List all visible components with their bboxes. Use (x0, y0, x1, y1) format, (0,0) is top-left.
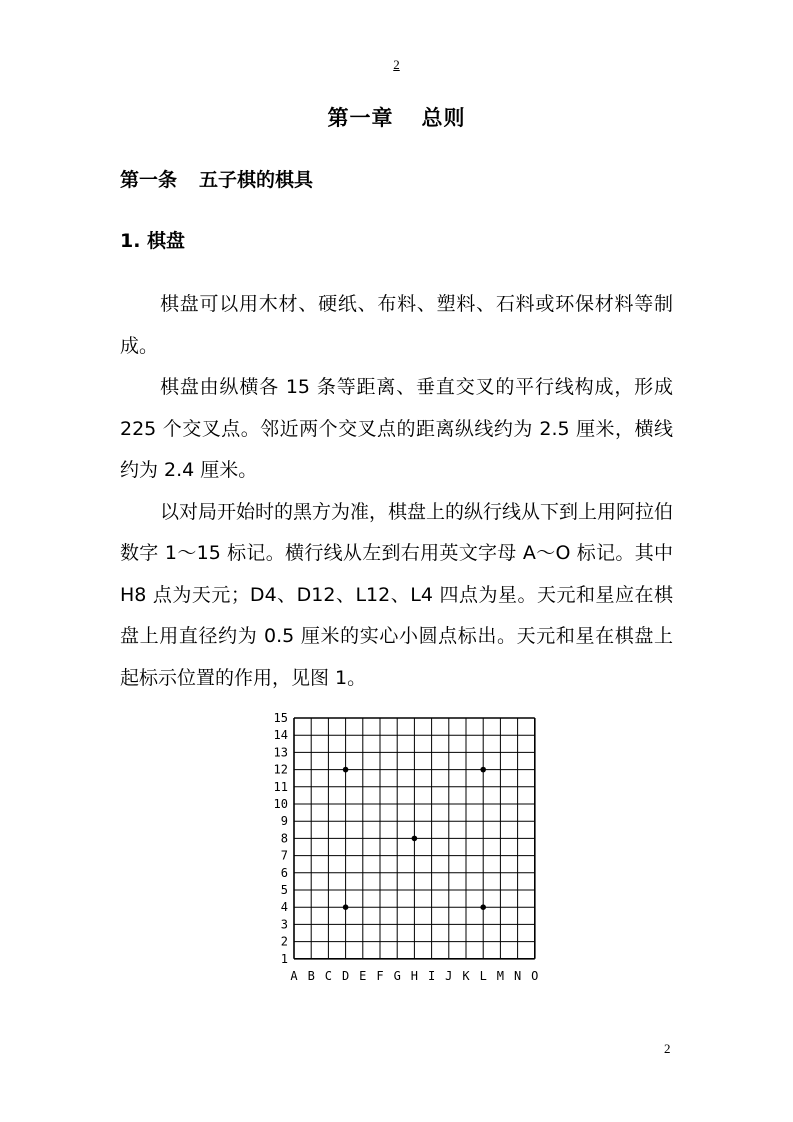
column-label: E (359, 968, 367, 983)
column-label: G (393, 968, 401, 983)
row-label: 10 (273, 797, 288, 811)
star-point (343, 767, 349, 773)
column-label: O (531, 968, 539, 983)
board-diagram (262, 708, 539, 988)
tengen-point (412, 836, 418, 842)
column-label: J (445, 968, 453, 983)
column-label: C (324, 968, 333, 983)
row-label: 6 (280, 865, 288, 880)
page-number-bottom: 2 (664, 1041, 671, 1056)
section-title: 1. 棋盘 (120, 230, 186, 252)
star-point (480, 767, 486, 773)
row-label: 11 (273, 779, 288, 794)
body-text (120, 284, 673, 699)
row-label: 15 (273, 711, 288, 725)
row-label: 3 (280, 917, 288, 932)
column-label: H (410, 968, 419, 983)
row-label: 13 (273, 745, 288, 760)
row-label: 4 (280, 900, 288, 915)
column-label: L (479, 968, 487, 983)
chapter-name: 总则 (421, 106, 466, 130)
chapter-title (0, 102, 793, 132)
article-number: 第一条 (120, 169, 178, 191)
row-label: 7 (280, 848, 288, 863)
row-label: 8 (280, 831, 288, 846)
paragraph: 棋盘由纵横各 15 条等距离、垂直交叉的平行线构成，形成 225 个交叉点。邻近两个交叉点的距离纵线约为 2.5 厘米，横线约为 2.4 厘米。 (120, 376, 673, 481)
column-label: F (376, 968, 384, 983)
column-label: A (290, 968, 298, 983)
row-label: 9 (280, 814, 288, 829)
paragraph: 棋盘可以用木材、硬纸、布料、塑料、石料或环保材料等制成。 (120, 293, 673, 357)
gomoku-board-figure (262, 708, 539, 992)
column-label: D (341, 968, 350, 983)
row-label: 14 (273, 728, 288, 743)
article-title (120, 165, 313, 192)
column-label: I (427, 968, 436, 983)
chapter-number: 第一章 (327, 106, 394, 130)
article-name: 五子棋的棋具 (199, 169, 314, 191)
star-point (480, 904, 486, 910)
column-label: N (513, 968, 522, 983)
star-point (343, 904, 349, 910)
paragraph: 以对局开始时的黑方为准，棋盘上的纵行线从下到上用阿拉伯数字 1～15 标记。横行线从左到右用英文字母 A～O 标记。其中 H8 点为天元；D4、D12、L12、L4 四点为星。天元和星应在棋盘上用直径约为 0.5 厘米的实心小圆点标出。天元和星在棋盘上起标示位置的作用，见图 1。 (120, 500, 674, 689)
row-label: 2 (280, 934, 288, 949)
column-label: M (496, 968, 505, 983)
column-label: B (307, 968, 315, 983)
page-number-top: 2 (393, 57, 400, 72)
column-label: K (462, 968, 470, 983)
row-label: 1 (280, 951, 288, 966)
row-label: 5 (280, 883, 288, 897)
row-label: 12 (273, 762, 288, 777)
